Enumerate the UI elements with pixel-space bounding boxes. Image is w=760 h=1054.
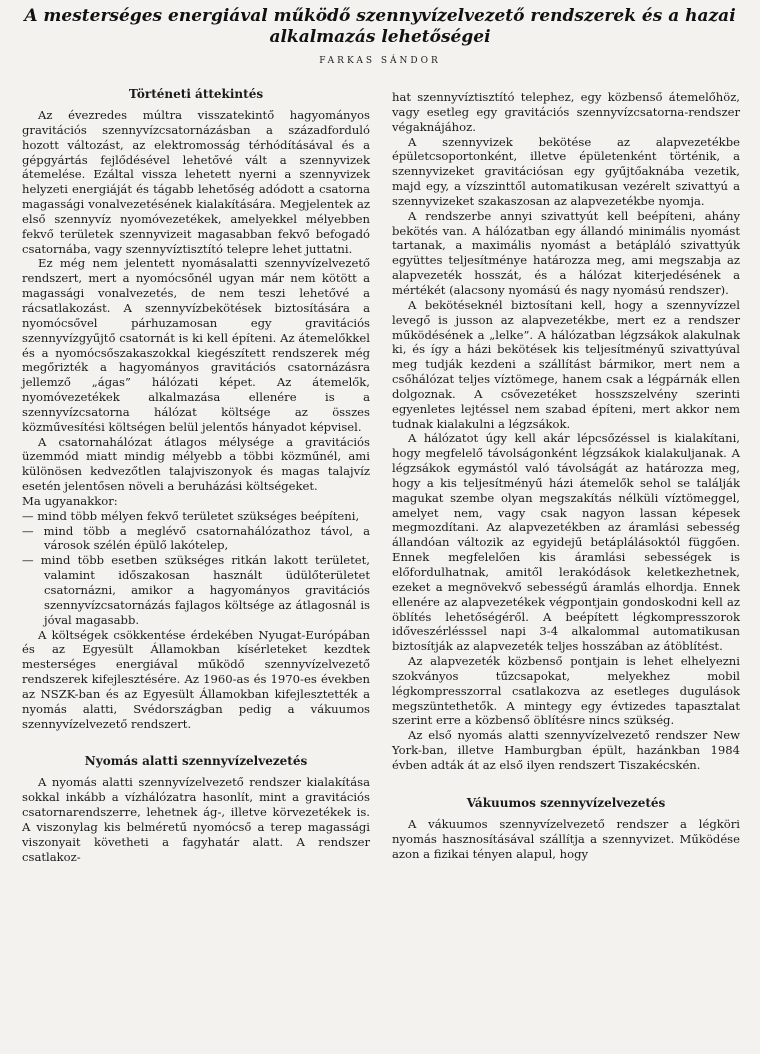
paragraph: A szennyvizek bekötése az alapvezetékbe épületcsoportonként, illetve épületenként történik, a szennyvizeket gravitációsan egy gyűjtőaknába vezetik, majd egy, a vízszinttől automatikusan vezérelt szivattyú a szennyvizeket szakaszosan az alapvezetékbe nyomja. xyxy=(392,134,740,208)
dash-item: — mind több esetben szükséges ritkán lakott területet, valamint időszakosan használt üdülőterületet csatornázni, amikor a hagyományos gravitációs szennyvízcsatornázás fajlagos költsége az átlagosnál is jóval magasabb. xyxy=(22,553,370,627)
section-heading-pressure: Nyomás alatti szennyvízelvezetés xyxy=(84,754,308,769)
dash-item: — mind több mélyen fekvő területet szükséges beépíteni, xyxy=(22,508,360,523)
article-title: A mesterséges energiával működő szennyvízelvezető rendszerek és a hazai alkalmazás lehetőségei xyxy=(24,6,736,47)
paragraph: A vákuumos szennyvízelvezető rendszer a légköri nyomás hasznosításával szállítja a szennyvizet. Működése azon a fizikai tényen alapul, hogy xyxy=(392,816,740,861)
paragraph: A bekötéseknél biztosítani kell, hogy a szennyvízzel levegő is jusson az alapvezetékbe, mert ez a rendszer működésének a „lelke”. A hálózatban légzsákok alakulnak ki, és így a házi bekötések kis teljesítményű szivattyúval meg tudják kezdeni a szállítást bármikor, mert nem a csőhálózat teljes víztömege, hanem csak a légpárnák ellen dolgoznak. A csővezetéket hosszszelvény szerinti egyenletes lejtéssel nem szabad építeni, mert akkor nem tudnak kialakulni a légzsákok. xyxy=(392,297,740,431)
paragraph: Az első nyomás alatti szennyvízelvezető rendszer New York-ban, illetve Hamburgban épült, hazánkban 1984 évben adták át az első ilyen rendszert Tiszakécskén. xyxy=(392,728,740,772)
paragraph: hat szennyvíztisztító telephez, egy közbenső átemelőhöz, vagy esetleg egy gravitációs szennyvízcsatorna-rendszer végaknájához. xyxy=(392,90,740,134)
paragraph: Az évezredes múltra visszatekintő hagyományos gravitációs szennyvízcsatornázásban a századforduló hozott változást, az elektromosság térhódításával és a gépgyártás fejlődésével lehetővé vált a szennyvizek átemelése. Ezáltal vissza lehetett nyerni a szennyvizek helyzeti energiáját és tágabb lehetőség adódott a csatorna magassági vonalvezetésének kialakítására. Megjelentek az első szennyvíz nyomóvezetékek, amelyekkel mélyebben fekvő területek szennyvizeit magasabban fekvő befogadó csatornába, vagy szennyvíztisztító telepre lehet juttatni. xyxy=(22,108,370,256)
paragraph: A hálózatot úgy kell akár lépcsőzéssel is kialakítani, hogy megfelelő távolságonként légzsákok kialakuljanak. A légzsákok egymástól való távolságát az határozza meg, hogy a kis teljesítményű házi átemelők sehol se találják magukat szembe olyan megszakítás nélküli víztömeggel, amelyet nem, vagy csak nagyon lassan képesek megmozdítani. Az alapvezetékben az áramlási sebesség állandóan változik az egyidejű betáplálásoktól függően. Ennek megfelelően kis áramlási sebességek is előfordulhatnak, amitől lerakódások keletkezhetnek, ezeket a megnövekvő sebességű áramlás elhordja. Ennek ellenére az alapvezetékek végpontjain gondoskodni kell az öblítés lehetőségéről. A beépített légkompresszorok időveszérlésssel napi 3-4 alkalommal automatikusan biztosítják az alapvezeték teljes hosszában az átöblítést. xyxy=(392,431,740,654)
paragraph: A rendszerbe annyi szivattyút kell beépíteni, ahány bekötés van. A hálózatban egy állandó minimális nyomást tartanak, a maximális nyomást a betápláló szivattyúk együttes teljesítménye határozza meg, ami megszabja az alapvezeték hosszát, és a hálózat kiterjedésének a mértékét (alacsony nyomású és nagy nyomású rendszer). xyxy=(392,208,740,297)
paragraph: Az alapvezeték közbenső pontjain is lehet elhelyezni szokványos tűzcsapokat, melyekhez mobil légkompresszorral csatlakozva az esetleges dugulások megszüntethetők. A mintegy egy évtizedes tapasztalat szerint erre a közbenső öblítésre nincs szükség. xyxy=(392,654,740,728)
paragraph: Ez még nem jelentett nyomásalatti szennyvízelvezető rendszert, mert a nyomócsőnél ugyan már nem kötött a magassági vonalvezetés, de nem teszi lehetővé a rácsatlakozást. A szennyvízbekötések biztosítására a nyomócsővel párhuzamosan egy gravitációs szennyvízgyűjtő csatornát is ki kell építeni. Az átemelőkkel és a nyomócsőszakaszokkal kiegészített rendszerek még megőrizték a hagyományos gravitációs csatornázásra jellemző „ágas” hálózati képet. Az átemelők, nyomóvezetékek alkalmazása ellenére is a szennyvízcsatorna hálózat költsége az összes közművesítési költségen belül jelentős hányadot képvisel. xyxy=(22,256,370,434)
article-author: FARKAS SÁNDOR xyxy=(319,56,441,66)
right-column xyxy=(392,90,740,861)
paragraph: Ma ugyanakkor: xyxy=(22,493,118,508)
left-column xyxy=(22,86,370,865)
paragraph: A költségek csökkentése érdekében Nyugat-Európában és az Egyesült Államokban kísérleteket kezdtek mesterséges energiával működő szennyvízelvezető rendszerek kifejlesztésére. Az 1960-as és 1970-es években az NSZK-ban és az Egyesült Államokban kifejlesztették a nyomás alatti, Svédországban pedig a vákuumos szennyvízelvezető rendszert. xyxy=(22,627,370,731)
section-heading-vacuum: Vákuumos szennyvízelvezetés xyxy=(466,795,666,810)
paragraph: A csatornahálózat átlagos mélysége a gravitációs üzemmód miatt mindig mélyebb a többi közműnél, ami különösen kedvezőtlen talajviszonyok és magas talajvíz esetén jelentősen növeli a beruházási költségeket. xyxy=(22,434,370,494)
dash-item: — mind több a meglévő csatornahálózathoz távol, a városok szélén épülő lakótelep, xyxy=(22,523,370,553)
section-heading-history: Történeti áttekintés xyxy=(128,87,264,101)
paragraph: A nyomás alatti szennyvízelvezető rendszer kialakítása sokkal inkább a vízhálózatra hasonlít, mint a gravitációs csatornarendszerre, lehetnek ág-, illetve körvezetékek is. A viszonylag kis belméretű nyomócső a terep magassági viszonyait követheti a fagyhatár alatt. A rendszer csatlakoz- xyxy=(22,775,370,864)
